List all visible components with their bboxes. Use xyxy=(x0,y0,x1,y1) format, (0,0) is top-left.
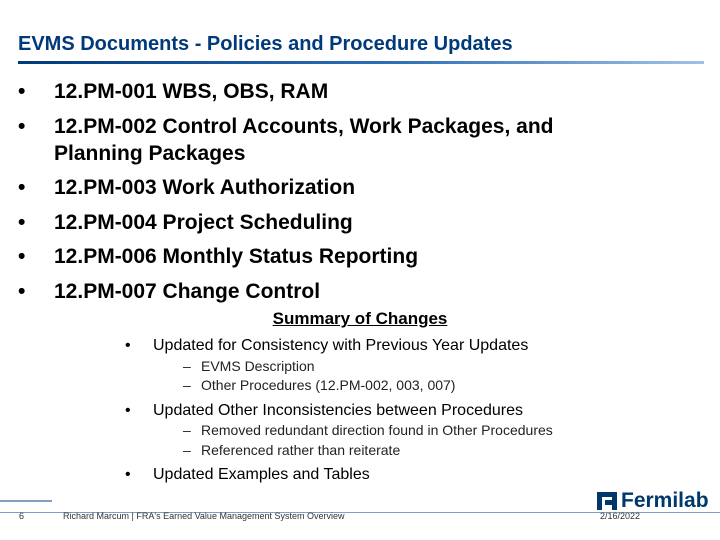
summary-bullet: • xyxy=(125,402,131,419)
list-item xyxy=(18,174,698,201)
footer-presenter-text: Richard Marcum | FRA's Earned Value Management System Overview xyxy=(63,511,345,521)
bullet-marker: • xyxy=(18,210,26,234)
logo-wordmark: Fermilab xyxy=(621,489,709,512)
bullet-text: 12.PM-003 Work Authorization xyxy=(54,176,356,199)
list-item xyxy=(18,278,698,305)
slide-title: EVMS Documents - Policies and Procedure Updates xyxy=(18,33,513,55)
document-bullet-list xyxy=(18,78,698,312)
subitem-dash: – xyxy=(183,358,191,374)
bullet-text: 12.PM-002 Control Accounts, Work Packages, and xyxy=(54,114,554,138)
bullet-marker: • xyxy=(18,80,26,103)
list-item xyxy=(18,113,698,167)
summary-item-text: Updated Other Inconsistencies between Procedures xyxy=(153,402,523,419)
subitem-text: EVMS Description xyxy=(201,358,315,374)
list-item xyxy=(18,243,698,270)
summary-item-text: Updated Examples and Tables xyxy=(153,466,370,483)
subitem-text: Referenced rather than reiterate xyxy=(201,442,401,458)
list-item xyxy=(18,78,698,105)
subitem-dash: – xyxy=(183,422,191,438)
footer-accent xyxy=(0,500,52,502)
bullet-marker: • xyxy=(18,114,26,138)
bullet-text: 12.PM-001 WBS, OBS, RAM xyxy=(54,80,329,103)
summary-bullet: • xyxy=(125,337,131,354)
summary-bullet: • xyxy=(125,466,131,483)
summary-heading: Summary of Changes xyxy=(272,309,448,328)
bullet-marker: • xyxy=(18,245,26,268)
subitem-dash: – xyxy=(183,377,191,393)
bullet-marker: • xyxy=(18,279,26,303)
page-number: 6 xyxy=(19,511,25,521)
footer-date: 2/16/2022 xyxy=(600,511,641,521)
subitem-text: Other Procedures (12.PM-002, 003, 007) xyxy=(201,377,456,393)
bullet-text: 12.PM-004 Project Scheduling xyxy=(54,210,353,234)
subitem-dash: – xyxy=(183,442,191,458)
fermilab-logo-icon xyxy=(596,488,618,514)
bullet-text-continued: Planning Packages xyxy=(54,141,246,165)
bullet-text: 12.PM-007 Change Control xyxy=(54,279,321,303)
title-divider xyxy=(18,61,704,64)
subitem-text: Removed redundant direction found in Other Procedures xyxy=(201,422,553,438)
bullet-text: 12.PM-006 Monthly Status Reporting xyxy=(54,245,419,268)
bullet-marker: • xyxy=(18,176,26,199)
summary-item-text: Updated for Consistency with Previous Year Updates xyxy=(153,337,529,354)
list-item xyxy=(18,209,698,236)
